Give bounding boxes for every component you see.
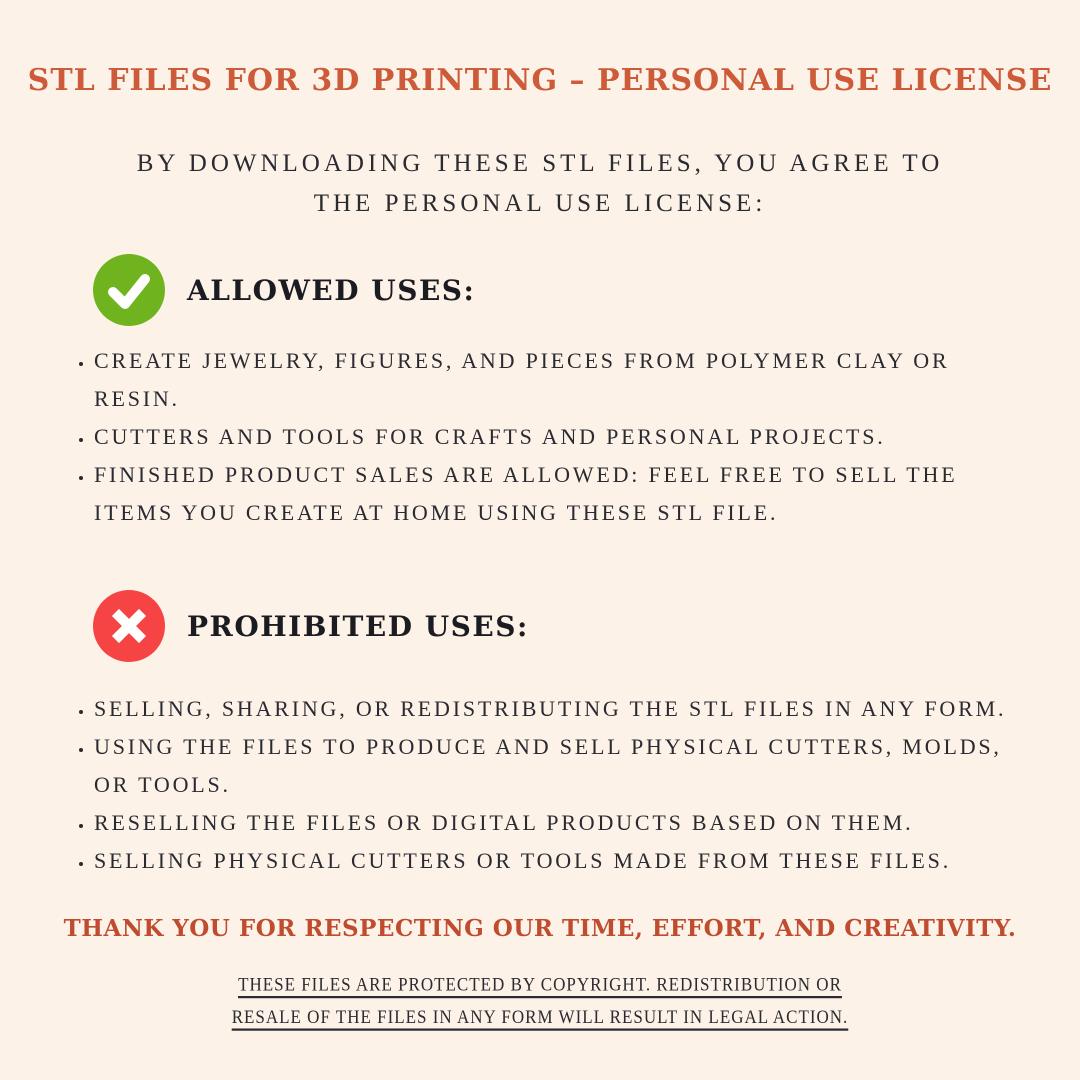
prohibited-heading: PROHIBITED USES: — [187, 609, 529, 643]
check-icon — [93, 254, 165, 326]
prohibited-item: • RESELLING THE FILES OR DIGITAL PRODUCTS BASED ON THEM. — [94, 804, 1010, 842]
allowed-list — [70, 342, 1010, 532]
subtitle-line-2: THE PERSONAL USE LICENSE: — [313, 190, 767, 217]
allowed-heading: ALLOWED USES: — [187, 273, 476, 307]
copyright-line-1: THESE FILES ARE PROTECTED BY COPYRIGHT. REDISTRIBUTION OR — [238, 973, 842, 995]
subtitle-line-1: BY DOWNLOADING THESE STL FILES, YOU AGREE TO — [136, 150, 944, 177]
page-title: STL FILES FOR 3D PRINTING – PERSONAL USE LICENSE — [27, 63, 1053, 98]
allowed-item: • FINISHED PRODUCT SALES ARE ALLOWED: FEEL FREE TO SELL THE ITEMS YOU CREATE AT HOME USING THESE STL FILE. — [94, 456, 1010, 532]
prohibited-section-header — [93, 590, 1080, 662]
prohibited-item: • SELLING, SHARING, OR REDISTRIBUTING THE STL FILES IN ANY FORM. — [94, 690, 1010, 728]
subtitle — [0, 144, 1080, 224]
copyright-line-2: RESALE OF THE FILES IN ANY FORM WILL RESULT IN LEGAL ACTION. — [231, 1006, 849, 1028]
allowed-item: • CUTTERS AND TOOLS FOR CRAFTS AND PERSONAL PROJECTS. — [94, 418, 1010, 456]
allowed-item: • CREATE JEWELRY, FIGURES, AND PIECES FROM POLYMER CLAY OR RESIN. — [94, 342, 1010, 418]
thank-you-note: THANK YOU FOR RESPECTING OUR TIME, EFFORT, AND CREATIVITY. — [63, 915, 1017, 942]
x-icon — [93, 590, 165, 662]
prohibited-item: • USING THE FILES TO PRODUCE AND SELL PHYSICAL CUTTERS, MOLDS, OR TOOLS. — [94, 728, 1010, 804]
prohibited-item: • SELLING PHYSICAL CUTTERS OR TOOLS MADE FROM THESE FILES. — [94, 842, 1010, 880]
prohibited-list — [70, 690, 1010, 880]
copyright-notice — [0, 968, 1080, 1033]
allowed-section-header — [93, 254, 1080, 326]
